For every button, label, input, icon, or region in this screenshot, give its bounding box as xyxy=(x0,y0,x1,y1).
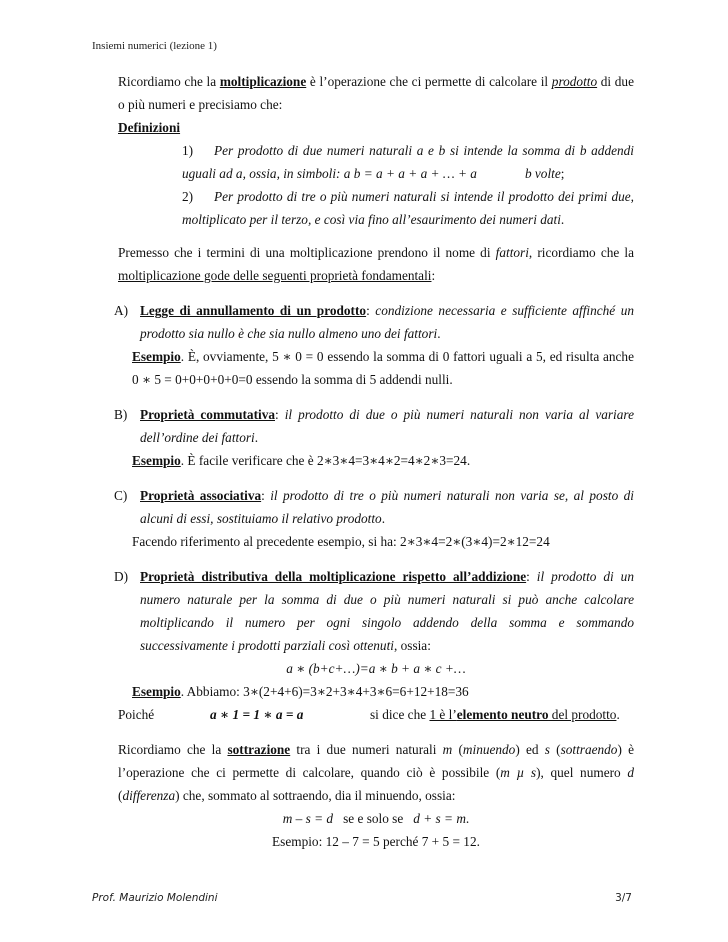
subtraction-example: Esempio: 12 – 7 = 5 perché 7 + 5 = 12. xyxy=(272,834,480,849)
property-d: D) Proprietà distributiva della moltiplicazione rispetto all’addizione: il prodotto di un numero naturale per la somma di due o più numeri naturali si può anche calcolare moltiplicando il numero per ogni singolo addendo della somma e sommando successivamente i prodotti parziali così ottenuti, ossia: xyxy=(114,569,634,653)
property-c-title: Proprietà associativa xyxy=(140,488,262,503)
neutral-formula: a ∗ 1 = 1 ∗ a = a xyxy=(210,707,304,722)
keyword-moltiplicazione: moltiplicazione xyxy=(219,74,307,89)
property-b-title: Proprietà commutativa xyxy=(140,407,275,422)
premise-paragraph: Premesso che i termini di una moltiplicazione prendono il nome di fattori, ricordiamo che la moltiplicazione gode delle seguenti proprietà fondamentali: xyxy=(118,245,634,283)
property-d-title: Proprietà distributiva della moltiplicazione rispetto all’addizione xyxy=(140,569,527,584)
definition-2: 2) Per prodotto di tre o più numeri naturali si intende il prodotto dei primi due, moltiplicato per il terzo, e così via fino all’esaurimento dei numeri dati. xyxy=(182,189,634,227)
property-a: A) Legge di annullamento di un prodotto: condizione necessaria e sufficiente affinché un prodotto sia nullo è che sia nullo almeno uno dei fattori. xyxy=(114,303,635,341)
footer-author: Prof. Maurizio Molendini xyxy=(92,892,218,904)
page-number: 3/7 xyxy=(615,892,632,904)
property-a-example: Esempio. È, ovviamente, 5 ∗ 0 = 0 essendo la somma di 0 fattori uguali a 5, ed risulta anche 0 ∗ 5 = 0+0+0+0+0=0 essendo la somma di 5 addendi nulli. xyxy=(132,349,634,387)
page-footer xyxy=(92,892,632,904)
property-b-example: Esempio. È facile verificare che è 2∗3∗4=3∗4∗2=4∗2∗3=24. xyxy=(132,453,471,468)
distributive-formula: a ∗ (b+c+…)=a ∗ b + a ∗ c +… xyxy=(286,661,466,676)
property-c-example: Facendo riferimento al precedente esempio, si ha: 2∗3∗4=2∗(3∗4)=2∗12=24 xyxy=(132,534,550,549)
keyword-prodotto: prodotto xyxy=(551,74,598,89)
keyword-elemento-neutro: elemento neutro xyxy=(456,707,549,722)
page-content xyxy=(114,70,635,853)
property-a-title: Legge di annullamento di un prodotto xyxy=(140,303,367,318)
subtraction-formula: m – s = d se e solo se d + s = m. xyxy=(282,811,470,826)
property-c: C) Proprietà associativa: il prodotto di tre o più numeri naturali non varia se, al posto di alcuni di essi, sostituiamo il relativo prodotto. xyxy=(114,488,634,526)
intro-paragraph: Ricordiamo che la moltiplicazione è l’operazione che ci permette di calcolare il prodotto di due o più numeri e precisiamo che: xyxy=(118,74,634,112)
neutral-element-line: Poiché a ∗ 1 = 1 ∗ a = a si dice che 1 è l’elemento neutro del prodotto. xyxy=(118,703,634,726)
property-b: B) Proprietà commutativa: il prodotto di due o più numeri naturali non varia al variare dell’ordine dei fattori. xyxy=(114,407,634,445)
keyword-proprieta-fondamentali: moltiplicazione gode delle seguenti proprietà fondamentali xyxy=(118,268,432,283)
property-d-example: Esempio. Abbiamo: 3∗(2+4+6)=3∗2+3∗4+3∗6=6+12+18=36 xyxy=(132,684,469,699)
definitions-heading: Definizioni xyxy=(118,120,181,135)
definition-1: 1) Per prodotto di due numeri naturali a e b si intende la somma di b addendi uguali ad a, ossia, in simboli: a b = a + a + a + … + a b volte; xyxy=(182,143,634,181)
subtraction-paragraph: Ricordiamo che la sottrazione tra i due numeri naturali m (minuendo) ed s (sottraendo) è l’operazione che ci permette di calcolare, quando ciò è possibile (m µ s), quel numero d (differenza) che, sommato al sottraendo, dia il minuendo, ossia: xyxy=(118,742,634,803)
keyword-sottrazione: sottrazione xyxy=(227,742,291,757)
page-header: Insiemi numerici (lezione 1) xyxy=(92,40,217,52)
